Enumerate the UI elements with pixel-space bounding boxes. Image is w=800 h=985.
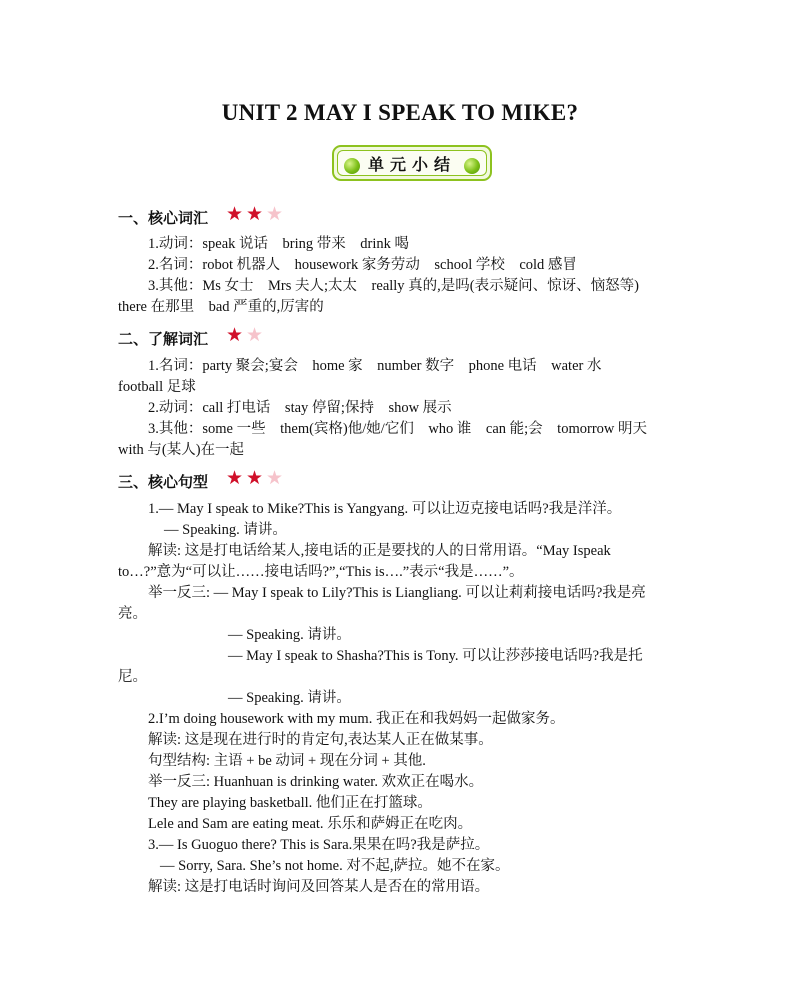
star-full-icon: ★ bbox=[246, 204, 264, 225]
text-line: — May I speak to Shasha?This is Tony. 可以让莎莎接电话吗?我是托 bbox=[228, 648, 643, 664]
text-line: — Speaking. 请讲。 bbox=[164, 522, 287, 538]
star-full-icon: ★ bbox=[226, 325, 244, 346]
section-heading-core-vocabulary: 一、核心词汇 bbox=[118, 209, 209, 227]
text-line: 解读: 这是打电话给某人,接电话的正是要找的人的日常用语。“May Ispeak bbox=[148, 543, 611, 559]
text-line: 1.名词：party 聚会;宴会 home 家 number 数字 phone 电话 water 水 bbox=[148, 358, 602, 374]
text-line: 1.— May I speak to Mike?This is Yangyang. 可以让迈克接电话吗?我是洋洋。 bbox=[148, 501, 622, 517]
text-line: to…?”意为“可以让……接电话吗?”,“This is….”表示“我是……”。 bbox=[118, 564, 524, 580]
text-line: 解读: 这是打电话时询问及回答某人是否在的常用语。 bbox=[148, 879, 490, 895]
unit-summary-badge bbox=[332, 145, 492, 181]
text-line: 举一反三: — May I speak to Lily?This is Liangliang. 可以让莉莉接电话吗?我是亮 bbox=[148, 585, 646, 601]
star-half-icon: ★ bbox=[246, 325, 264, 346]
text-line: — Sorry, Sara. She’s not home. 对不起,萨拉。她不在家。 bbox=[160, 858, 510, 874]
text-line: — Speaking. 请讲。 bbox=[228, 627, 351, 643]
badge-frame bbox=[337, 150, 487, 176]
text-line: 举一反三: Huanhuan is drinking water. 欢欢正在喝水。 bbox=[148, 774, 484, 790]
text-line: football 足球 bbox=[118, 379, 196, 395]
text-line: 3.— Is Guoguo there? This is Sara.果果在吗?我是萨拉。 bbox=[148, 837, 490, 853]
star-full-icon: ★ bbox=[226, 468, 244, 489]
text-line: 1.动词：speak 说话 bring 带来 drink 喝 bbox=[148, 236, 409, 252]
star-full-icon: ★ bbox=[226, 204, 244, 225]
section-heading-extra-vocabulary: 二、了解词汇 bbox=[118, 330, 209, 348]
text-line: 句型结构: 主语 + be 动词 + 现在分词 + 其他. bbox=[148, 753, 426, 769]
text-line: Lele and Sam are eating meat. 乐乐和萨姆正在吃肉。 bbox=[148, 816, 473, 832]
star-half-icon: ★ bbox=[266, 204, 284, 225]
text-line: 2.动词：call 打电话 stay 停留;保持 show 展示 bbox=[148, 400, 452, 416]
star-full-icon: ★ bbox=[246, 468, 264, 489]
text-line: — Speaking. 请讲。 bbox=[228, 690, 351, 706]
star-half-icon: ★ bbox=[266, 468, 284, 489]
text-line: 3.其他：some 一些 them(宾格)他/她/它们 who 谁 can 能;会 tomorrow 明天 bbox=[148, 421, 647, 437]
badge-label: 单元小结 bbox=[367, 155, 456, 174]
unit-title: UNIT 2 MAY I SPEAK TO MIKE? bbox=[221, 100, 579, 125]
text-line: 2.I’m doing housework with my mum. 我正在和我妈妈一起做家务。 bbox=[148, 711, 565, 727]
text-line: 3.其他：Ms 女士 Mrs 夫人;太太 really 真的,是吗(表示疑问、惊讶、恼怒等) bbox=[148, 278, 639, 294]
text-line: 2.名词：robot 机器人 housework 家务劳动 school 学校 cold 感冒 bbox=[148, 257, 577, 273]
text-line: with 与(某人)在一起 bbox=[118, 442, 245, 458]
text-line: there 在那里 bad 严重的,厉害的 bbox=[118, 299, 324, 315]
text-line: 解读: 这是现在进行时的肯定句,表达某人正在做某事。 bbox=[148, 732, 493, 748]
section-heading-core-sentences: 三、核心句型 bbox=[118, 473, 209, 491]
text-line: 尼。 bbox=[118, 669, 147, 685]
text-line: 亮。 bbox=[118, 606, 147, 622]
text-line: They are playing basketball. 他们正在打篮球。 bbox=[148, 795, 432, 811]
